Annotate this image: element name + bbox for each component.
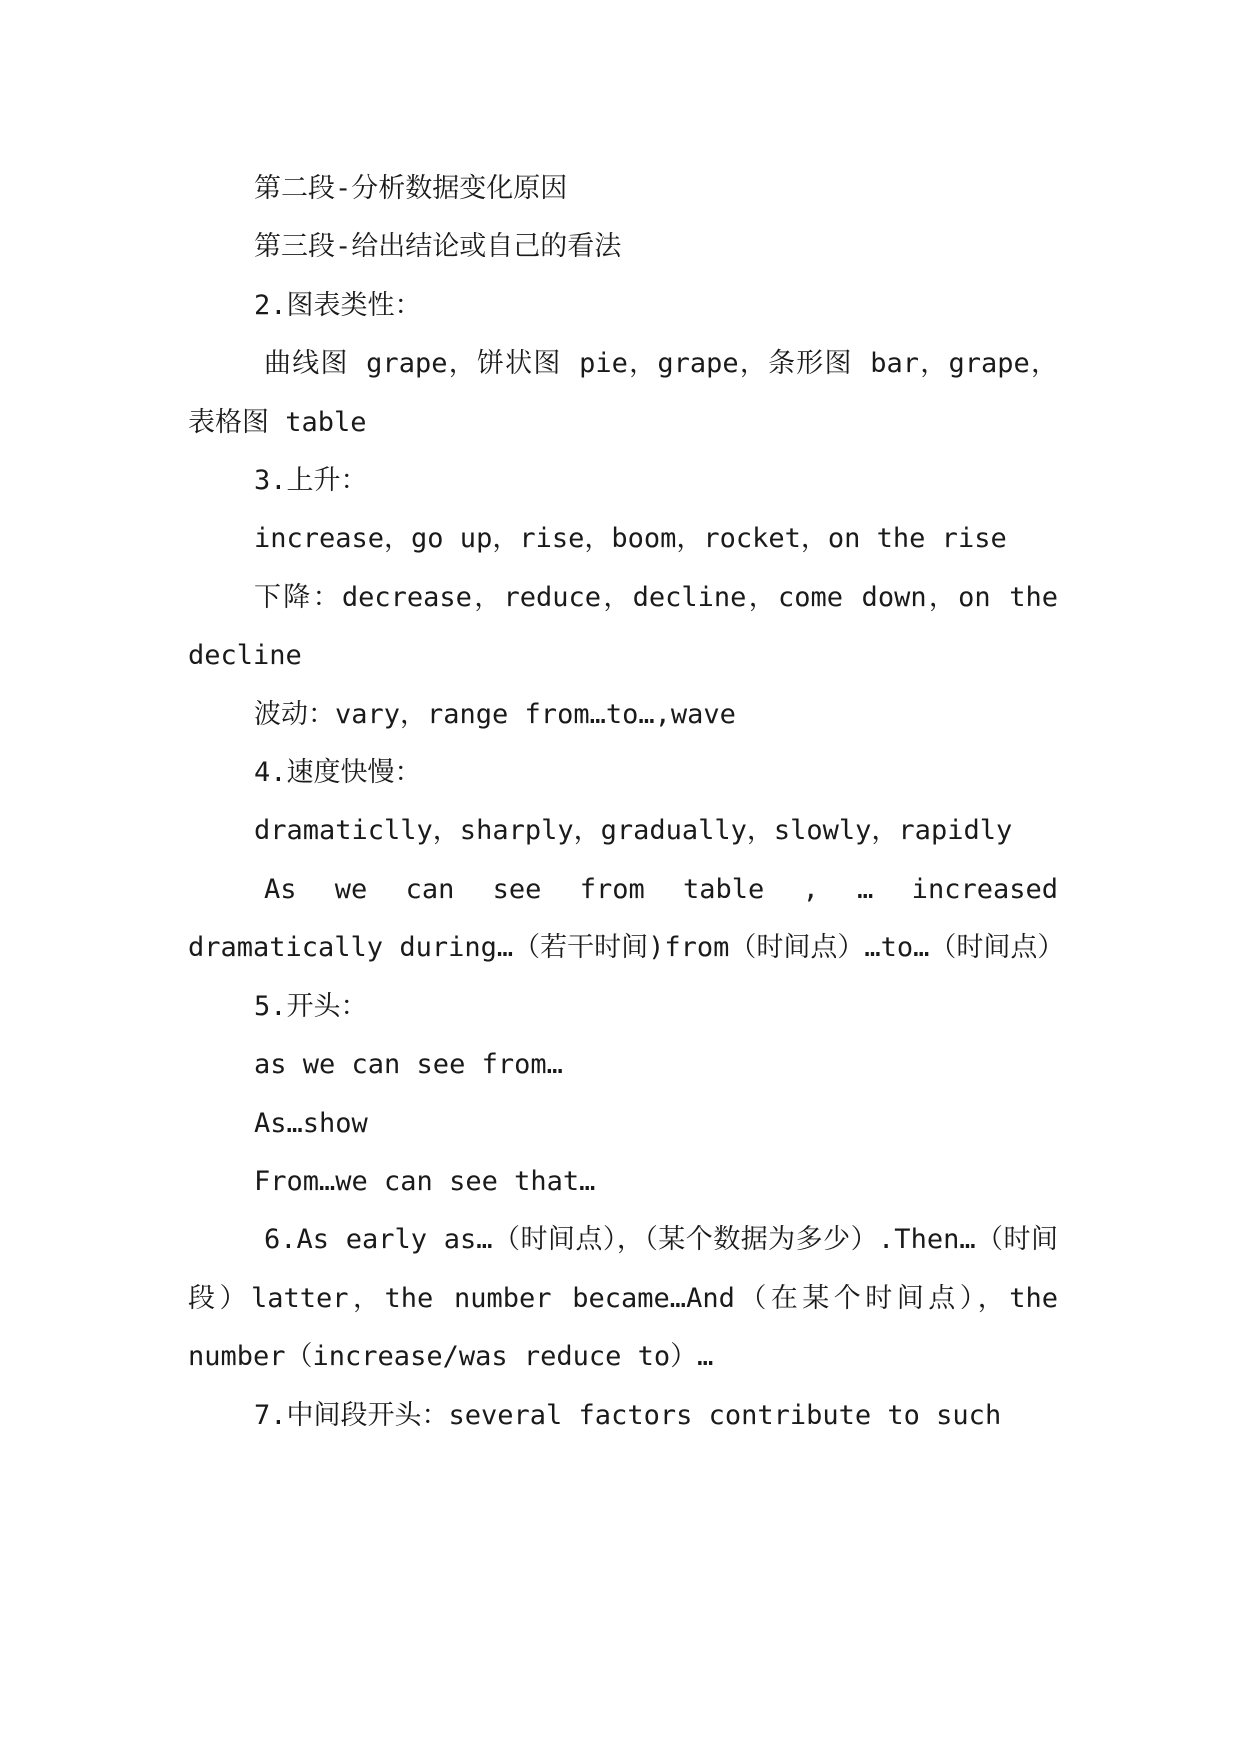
paragraph-opening-2: As…show	[254, 1107, 368, 1139]
paragraph-middle-opening: 7.中间段开头：several factors contribute to such	[254, 1399, 1002, 1431]
paragraph-fluctuation-words: 波动：vary，range from…to…,wave	[254, 698, 736, 730]
paragraph-section-three: 第三段-给出结论或自己的看法	[254, 231, 622, 263]
paragraph-chart-types: 曲线图 grape，饼状图 pie，grape，条形图 bar，grape，表格图 table	[188, 348, 1058, 438]
paragraph-opening-3: From…we can see that…	[254, 1165, 596, 1197]
heading-speed: 4.速度快慢：	[254, 757, 422, 789]
paragraph-timeline-template: 6.As early as…（时间点），（某个数据为多少）.Then…（时间段）latter，the number became…And（在某个时间点），the number（increase/was reduce to）…	[188, 1224, 1058, 1373]
paragraph-example-sentence: As we can see from table , … increased dramatically during…（若干时间)from（时间点）…to…（时间点）	[188, 873, 1065, 964]
paragraph-section-two: 第二段-分析数据变化原因	[254, 173, 568, 204]
heading-opening: 5.开头：	[254, 990, 368, 1022]
paragraph-speed-words: dramaticlly，sharply，gradually，slowly，rapidly	[254, 815, 1013, 847]
paragraph-rise-words: increase，go up，rise，boom，rocket，on the rise	[254, 523, 1007, 555]
paragraph-decline-words: 下降：decrease，reduce，decline，come down，on the decline	[188, 581, 1058, 672]
heading-rise: 3.上升：	[254, 465, 368, 497]
document-body	[188, 160, 1065, 1445]
paragraph-opening-1: as we can see from…	[254, 1049, 563, 1081]
heading-chart-types: 2.图表类性：	[254, 289, 422, 321]
